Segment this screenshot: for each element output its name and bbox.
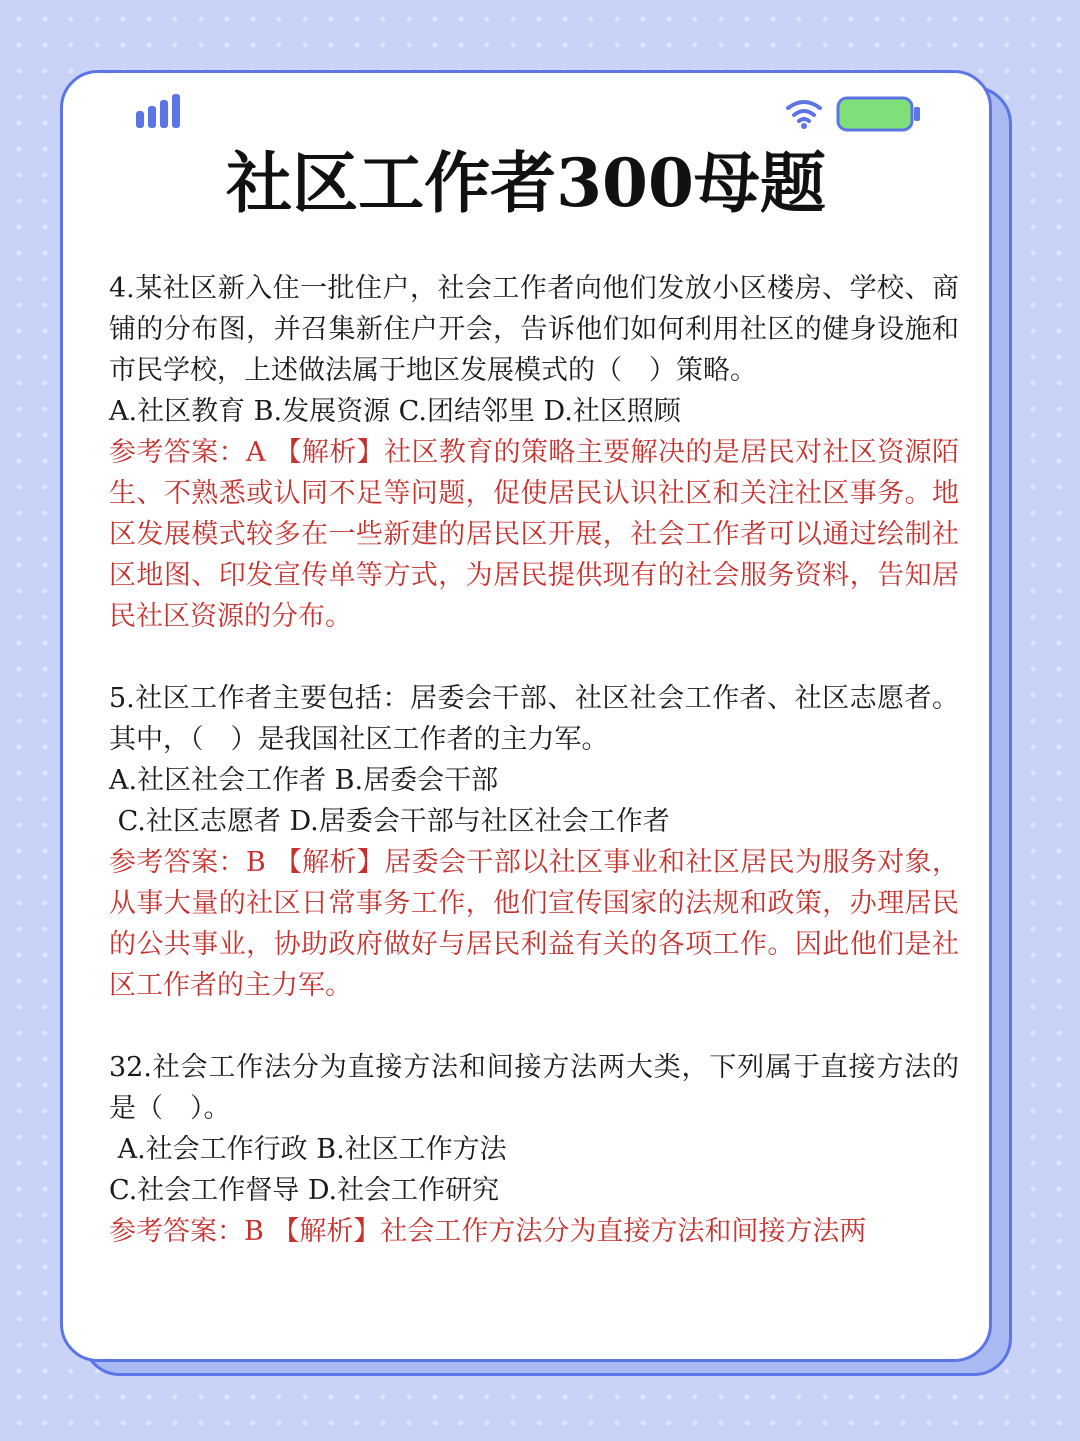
- question-options: A.社区教育 B.发展资源 C.团结邻里 D.社区照顾: [109, 396, 681, 427]
- battery-icon: [836, 96, 922, 132]
- question-item: [109, 268, 959, 637]
- question-item: [109, 678, 959, 1006]
- question-options: C.社区志愿者 D.居委会干部与社区社会工作者: [109, 806, 670, 837]
- page-title: 社区工作者300母题: [226, 144, 826, 222]
- question-gap: [109, 637, 959, 678]
- question-text: 32.社会工作法分为直接方法和间接方法两大类，下列属于直接方法的是（ ）。: [109, 1052, 959, 1124]
- answer-explanation: 参考答案：B 【解析】居委会干部以社区事业和社区居民为服务对象，从事大量的社区日常事务工作，他们宣传国家的法规和政策，办理居民的公共事业，协助政府做好与居民利益有关的各项工作。因此他们是社区工作者的主力军。: [109, 847, 959, 1001]
- question-gap: [109, 1006, 959, 1047]
- question-options: A.社会工作行政 B.社区工作方法: [109, 1134, 507, 1165]
- question-text: 5.社区工作者主要包括：居委会干部、社区社会工作者、社区志愿者。其中，（ ）是我国社区工作者的主力军。: [109, 683, 959, 755]
- question-options: A.社区社会工作者 B.居委会干部: [109, 765, 499, 796]
- question-options: C.社会工作督导 D.社会工作研究: [109, 1175, 500, 1206]
- answer-explanation: 参考答案：A 【解析】社区教育的策略主要解决的是居民对社区资源陌生、不熟悉或认同不足等问题，促使居民认识社区和关注社区事务。地区发展模式较多在一些新建的居民区开展，社会工作者可以通过绘制社区地图、印发宣传单等方式，为居民提供现有的社会服务资料，告知居民社区资源的分布。: [109, 437, 959, 632]
- answer-explanation: 参考答案：B 【解析】社会工作方法分为直接方法和间接方法两: [109, 1216, 867, 1247]
- question-item: [109, 1047, 959, 1252]
- signal-icon: [136, 94, 182, 128]
- question-text: 4.某社区新入住一批住户，社会工作者向他们发放小区楼房、学校、商铺的分布图，并召集新住户开会，告诉他们如何利用社区的健身设施和市民学校，上述做法属于地区发展模式的（ ）策略。: [109, 273, 959, 386]
- wifi-icon: [784, 96, 824, 130]
- question-list: [109, 268, 959, 1252]
